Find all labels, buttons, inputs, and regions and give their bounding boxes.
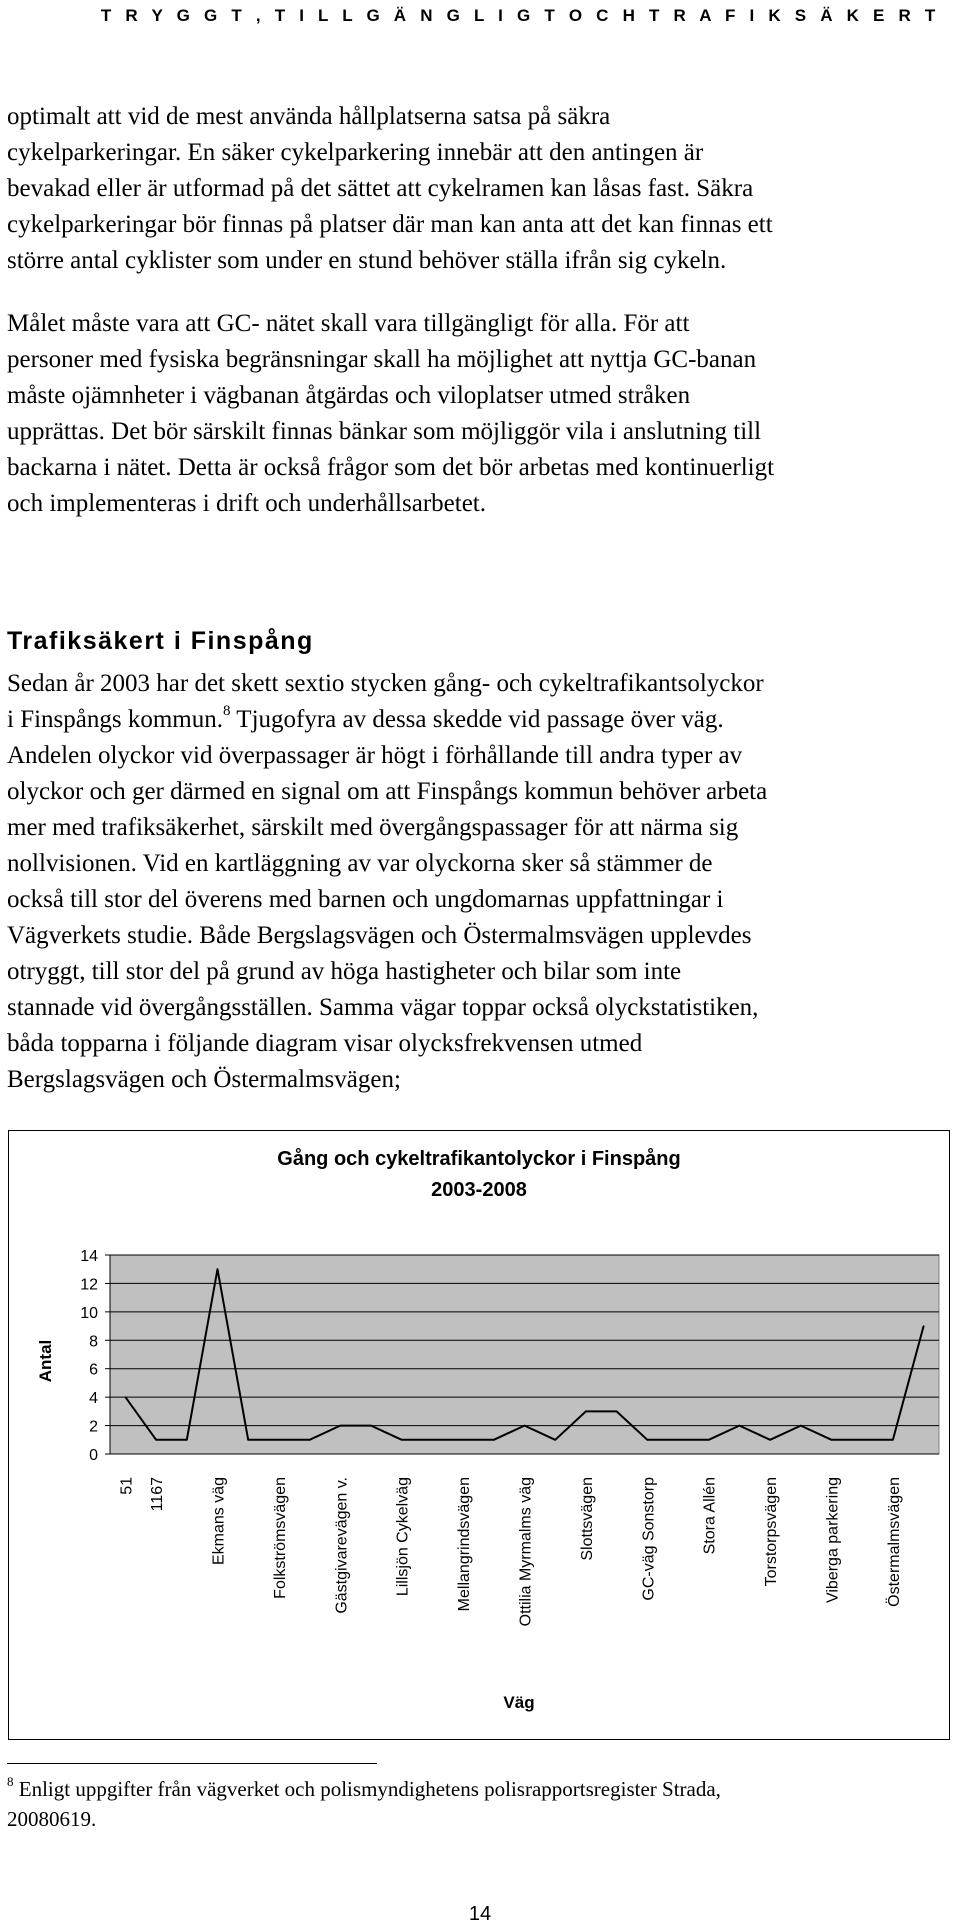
- data-point: [401, 1439, 403, 1441]
- y-tick-label: 10: [80, 1304, 98, 1322]
- text-fragment: Tjugofyra av dessa skedde vid passage över väg.: [230, 706, 724, 733]
- text-line: [7, 702, 947, 738]
- x-tick-label: Lillsjön Cykelväg: [394, 1477, 412, 1597]
- footnote-reference[interactable]: 8: [223, 703, 231, 719]
- x-axis-label: Väg: [503, 1693, 535, 1712]
- y-tick-label: 14: [80, 1248, 98, 1265]
- data-point: [370, 1425, 372, 1427]
- text-line: Sedan år 2003 har det skett sextio stycken gång- och cykeltrafikantsolyckor: [7, 670, 764, 697]
- text-line: olyckor och ger därmed en signal om att Finspångs kommun behöver arbeta: [7, 778, 768, 805]
- footnote-line: [7, 1774, 947, 1804]
- data-point: [861, 1439, 863, 1441]
- text-line: personer med fysiska begränsningar skall ha möjlighet att nyttja GC-banan: [7, 346, 757, 373]
- text-line: mer med trafiksäkerhet, särskilt med övergångspassager för att närma sig: [7, 814, 739, 841]
- text-line: Vägverkets studie. Både Bergslagsvägen och Östermalmsvägen upplevdes: [7, 922, 752, 949]
- x-tick-label: Gästgivarevägen v.: [333, 1477, 351, 1614]
- plot-background: [110, 1255, 939, 1454]
- data-point: [278, 1439, 280, 1441]
- x-tick-label: Ottilia Myrmalms väg: [517, 1477, 535, 1627]
- data-point: [309, 1439, 311, 1441]
- footnote-number: 8: [7, 1774, 14, 1789]
- data-point: [247, 1439, 249, 1441]
- plot-area: [80, 1248, 939, 1626]
- paragraph-accessibility: [7, 306, 947, 522]
- y-tick-label: 12: [80, 1276, 98, 1294]
- text-line: också till stor del överens med barnen och ungdomarnas uppfattningar i: [7, 886, 724, 913]
- x-tick-label: Slottsvägen: [578, 1477, 596, 1561]
- text-line: båda topparna i följande diagram visar olycksfrekvensen utmed: [7, 1030, 643, 1057]
- x-tick-label: Folkströmsvägen: [271, 1477, 289, 1599]
- chart-subtitle: 2003-2008: [431, 1179, 527, 1201]
- data-point: [155, 1439, 157, 1441]
- x-tick-label: Torstorpsvägen: [763, 1477, 781, 1587]
- data-point: [217, 1268, 219, 1270]
- text-line: upprättas. Det bör särskilt finnas bänkar som möjliggör vila i anslutning till: [7, 418, 762, 445]
- data-point: [769, 1439, 771, 1441]
- x-tick-label: 1167: [149, 1477, 167, 1512]
- data-point: [923, 1325, 925, 1327]
- data-point: [800, 1425, 802, 1427]
- text-line: bevakad eller är utformad på det sättet att cykelramen kan låsas fast. Säkra: [7, 175, 754, 202]
- text-line: måste ojämnheter i vägbanan åtgärdas och viloplatser utmed stråken: [7, 382, 691, 409]
- text-fragment: i Finspångs kommun.: [7, 706, 223, 733]
- running-header: T R Y G G T , T I L L G Ä N G L I G T O C H T R A F I K S Ä K E R T: [100, 6, 940, 25]
- y-tick-label: 8: [89, 1333, 98, 1351]
- text-line: Bergslagsvägen och Östermalmsvägen;: [7, 1066, 401, 1093]
- x-tick-label: Östermalmsvägen: [885, 1477, 903, 1607]
- footnote: [7, 1774, 947, 1834]
- text-line: backarna i nätet. Detta är också frågor som det bör arbetas med kontinuerligt: [7, 454, 775, 481]
- y-tick-label: 4: [89, 1390, 98, 1408]
- x-tick-label: Viberga parkering: [824, 1477, 842, 1604]
- data-point: [647, 1439, 649, 1441]
- text-line: stannade vid övergångsställen. Samma vägar toppar också olyckstatistiken,: [7, 994, 759, 1021]
- data-point: [677, 1439, 679, 1441]
- accident-chart: [8, 1130, 950, 1740]
- footnote-divider: [7, 1763, 377, 1764]
- chart-svg: [9, 1131, 949, 1739]
- text-line: och implementeras i drift och underhållsarbetet.: [7, 490, 486, 517]
- data-point: [524, 1425, 526, 1427]
- y-tick-label: 0: [89, 1447, 98, 1464]
- footnote-line: 20080619.: [7, 1807, 97, 1831]
- data-point: [585, 1411, 587, 1413]
- data-point: [339, 1425, 341, 1427]
- text-line: större antal cyklister som under en stund behöver ställa ifrån sig cykeln.: [7, 247, 727, 274]
- section-heading: Trafiksäkert i Finspång: [7, 627, 314, 655]
- data-point: [831, 1439, 833, 1441]
- x-tick-label: Mellangrindsvägen: [456, 1477, 474, 1612]
- text-line: Andelen olyckor vid överpassager är högt i förhållande till andra typer av: [7, 742, 743, 769]
- page-number: 14: [468, 1903, 492, 1925]
- paragraph-bike-parking: [7, 99, 947, 279]
- x-tick-label: GC-väg Sonstorp: [640, 1477, 658, 1601]
- paragraph-traffic-safety: [7, 666, 947, 1098]
- data-point: [892, 1439, 894, 1441]
- data-point: [186, 1439, 188, 1441]
- data-point: [493, 1439, 495, 1441]
- data-point: [554, 1439, 556, 1441]
- data-point: [125, 1396, 127, 1398]
- text-line: optimalt att vid de mest använda hållplatserna satsa på säkra: [7, 103, 611, 130]
- text-line: Målet måste vara att GC- nätet skall vara tillgängligt för alla. För att: [7, 310, 690, 337]
- data-point: [739, 1425, 741, 1427]
- x-tick-label: Stora Allén: [701, 1477, 719, 1555]
- data-point: [708, 1439, 710, 1441]
- text-line: cykelparkeringar. En säker cykelparkering innebär att den antingen är: [7, 139, 704, 166]
- text-line: otryggt, till stor del på grund av höga hastigheter och bilar som inte: [7, 958, 682, 985]
- data-point: [462, 1439, 464, 1441]
- y-axis-label: Antal: [36, 1339, 55, 1383]
- data-point: [616, 1411, 618, 1413]
- text-line: cykelparkeringar bör finnas på platser där man kan anta att det kan finnas ett: [7, 211, 773, 238]
- chart-title: Gång och cykeltrafikantolyckor i Finspång: [277, 1148, 681, 1170]
- footnote-text: Enligt uppgifter från vägverket och polismyndighetens polisrapportsregister Strada,: [13, 1777, 721, 1801]
- x-tick-label: 51: [118, 1477, 136, 1495]
- x-tick-label: Ekmans väg: [210, 1477, 228, 1566]
- y-tick-label: 2: [89, 1418, 98, 1436]
- data-point: [432, 1439, 434, 1441]
- text-line: nollvisionen. Vid en kartläggning av var olyckorna sker så stämmer de: [7, 850, 713, 877]
- y-tick-label: 6: [89, 1361, 98, 1379]
